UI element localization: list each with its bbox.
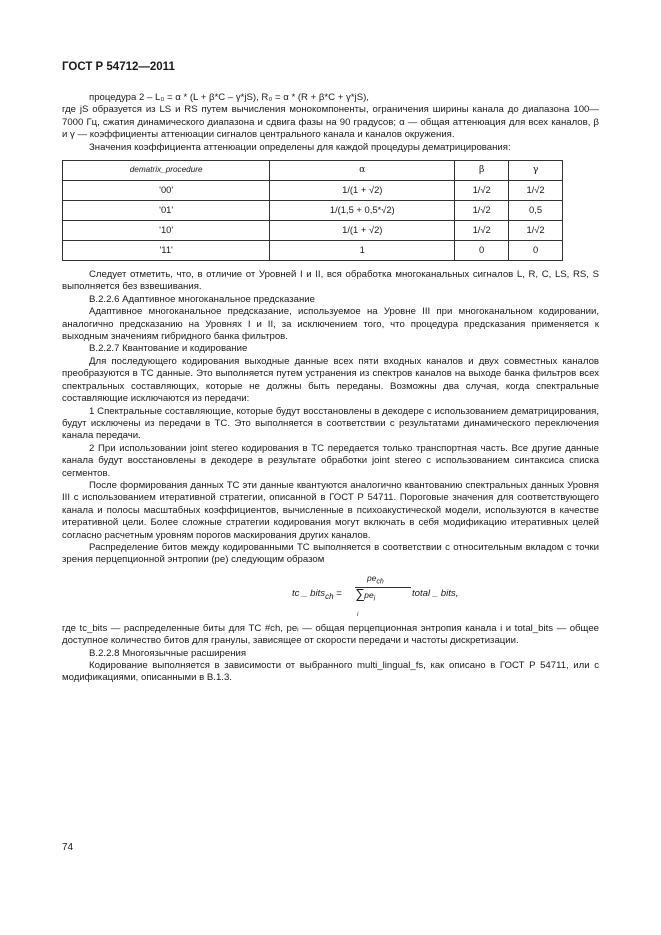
paragraph-values: Значения коэффициента аттенюации определены для каждой процедуры дематрицирования: — [89, 141, 511, 153]
table-row — [63, 201, 563, 221]
table-cell: 1/√2 — [509, 181, 563, 201]
paragraph-b227-item1: 1 Спектральные составляющие, которые будут восстановлены в декодере с использованием дематрицирования, будут исключены из передачи в TC. Это выполняется в соответствии с результатами динамического переключения канала передачи. — [62, 405, 599, 442]
paragraph-b227-intro: Для последующего кодирования выходные данные всех пяти входных каналов и двух совместных каналов преобразуются в TC данные. Это выполняется путем устранения из спектров каналов на выходе банка фильтров всех спектральных составляющих, которые не должны быть переданы. Возможны два случая, когда спектральные составляющие исключаются из передачи: — [62, 355, 599, 405]
formula-rhs: total _ bits, — [412, 587, 459, 599]
page-number: 74 — [62, 842, 74, 853]
section-heading-b227: В.2.2.7 Квантование и кодирование — [89, 343, 248, 355]
formula-numerator: $pe_{ch}$ — [355, 573, 411, 589]
table-header-row — [63, 161, 563, 181]
paragraph-b227-distribution: Распределение битов между кодированными TC выполняется в соответствии с относительным вкладом с точки зрения перцепционной энтропии (pe) следующим образом — [62, 541, 599, 566]
column-header-procedure: dematrix_procedure — [63, 161, 270, 181]
formula-lhs: tc _ bits$_{ch}$ = — [292, 587, 342, 601]
table-cell: '11' — [63, 241, 270, 261]
paragraph-b227-item2: 2 При использовании joint stereo кодирования в TC передается только транспортная часть. Все другие данные канала будут восстановлены в декодере в результате обработки joint stereo с использованием синтаксиса списка сегментов. — [62, 442, 599, 479]
table-cell: '00' — [63, 181, 270, 201]
section-heading-b226: В.2.2.6 Адаптивное многоканальное предсказание — [89, 293, 315, 305]
table-cell: 0 — [509, 241, 563, 261]
table-row — [63, 241, 563, 261]
section-heading-b228: В.2.2.8 Многоязычные расширения — [89, 647, 247, 659]
table-cell: '10' — [63, 221, 270, 241]
document-header: ГОСТ Р 54712—2011 — [62, 61, 175, 73]
formula-fraction — [355, 572, 411, 619]
paragraph-b227-quantization: После формирования данных TC эти данные квантуются аналогично квантованию спектральных данных Уровня III с использованием итеративной стратегии, описанной в ГОСТ Р 54711. Пороговые значения для соответствующего канала и полосы масштабных коэффициентов, вычисленные в психоакустической модели, используются в качестве итеративной цели. Более сложные стратегии кодирования могут включать в себя модификацию итеративных целей согласно расчетным уровням порогов маскирования других каналов. — [62, 479, 599, 541]
table-cell: 1/(1 + √2) — [270, 221, 455, 241]
document-body — [62, 92, 599, 685]
formula-denominator: $\sum pe_i$ i — [355, 586, 376, 619]
paragraph-note: Следует отметить, что, в отличие от Уровней I и II, вся обработка многоканальных сигналов L, R, C, LS, RS, S выполняется без взвешивания. — [62, 269, 599, 293]
table-cell: 1/√2 — [455, 221, 509, 241]
table-cell: 0 — [455, 241, 509, 261]
column-header-beta: β — [455, 161, 509, 181]
column-header-alpha: α — [270, 161, 455, 181]
table-cell: '01' — [63, 201, 270, 221]
attenuation-table — [62, 160, 563, 261]
table-cell: 1 — [270, 241, 455, 261]
bits-distribution-formula — [62, 567, 599, 623]
table-cell: 1/√2 — [455, 201, 509, 221]
paragraph-b228: Кодирование выполняется в зависимости от выбранного multi_lingual_fs, как описано в ГОСТ Р 54711, или с модификациями, описанными в В.1.3. — [62, 660, 599, 684]
table-cell: 1/(1,5 + 0,5*√2) — [270, 201, 455, 221]
table-cell: 1/√2 — [509, 221, 563, 241]
paragraph-where: где jS образуется из LS и RS путем вычисления монокомпоненты, ограничения ширины канала до диапазона 100—7000 Гц, сжатия динамического диапазона и сдвига фазы на 90 градусов; α — общая аттенюация для всех каналов, β и γ — коэффициенты аттенюации сигналов центрального канала и каналов окружения. — [62, 104, 599, 141]
table-row — [63, 221, 563, 241]
paragraph-b226: Адаптивное многоканальное предсказание, используемое на Уровне III при многоканальном кодировании, аналогично предсказанию на Уровнях I и II, за исключением того, что процедура предсказания применяется к выходным значениям гибридного банка фильтров. — [62, 306, 599, 343]
paragraph-where-formula: где tc_bits — распределенные биты для TC #ch, peᵢ — общая перцепционная энтропия канала i и total_bits — общее доступное количество битов для гранулы, зависящее от скорости передачи и частоты дискретизации. — [62, 622, 599, 647]
table-cell: 0,5 — [509, 201, 563, 221]
procedure-formula-line: процедура 2 – L₀ = α * (L + β*C – γ*jS), R₀ = α * (R + β*C + γ*jS), — [89, 92, 369, 103]
table-row — [63, 181, 563, 201]
column-header-gamma: γ — [509, 161, 563, 181]
table-cell: 1/(1 + √2) — [270, 181, 455, 201]
table-cell: 1/√2 — [455, 181, 509, 201]
